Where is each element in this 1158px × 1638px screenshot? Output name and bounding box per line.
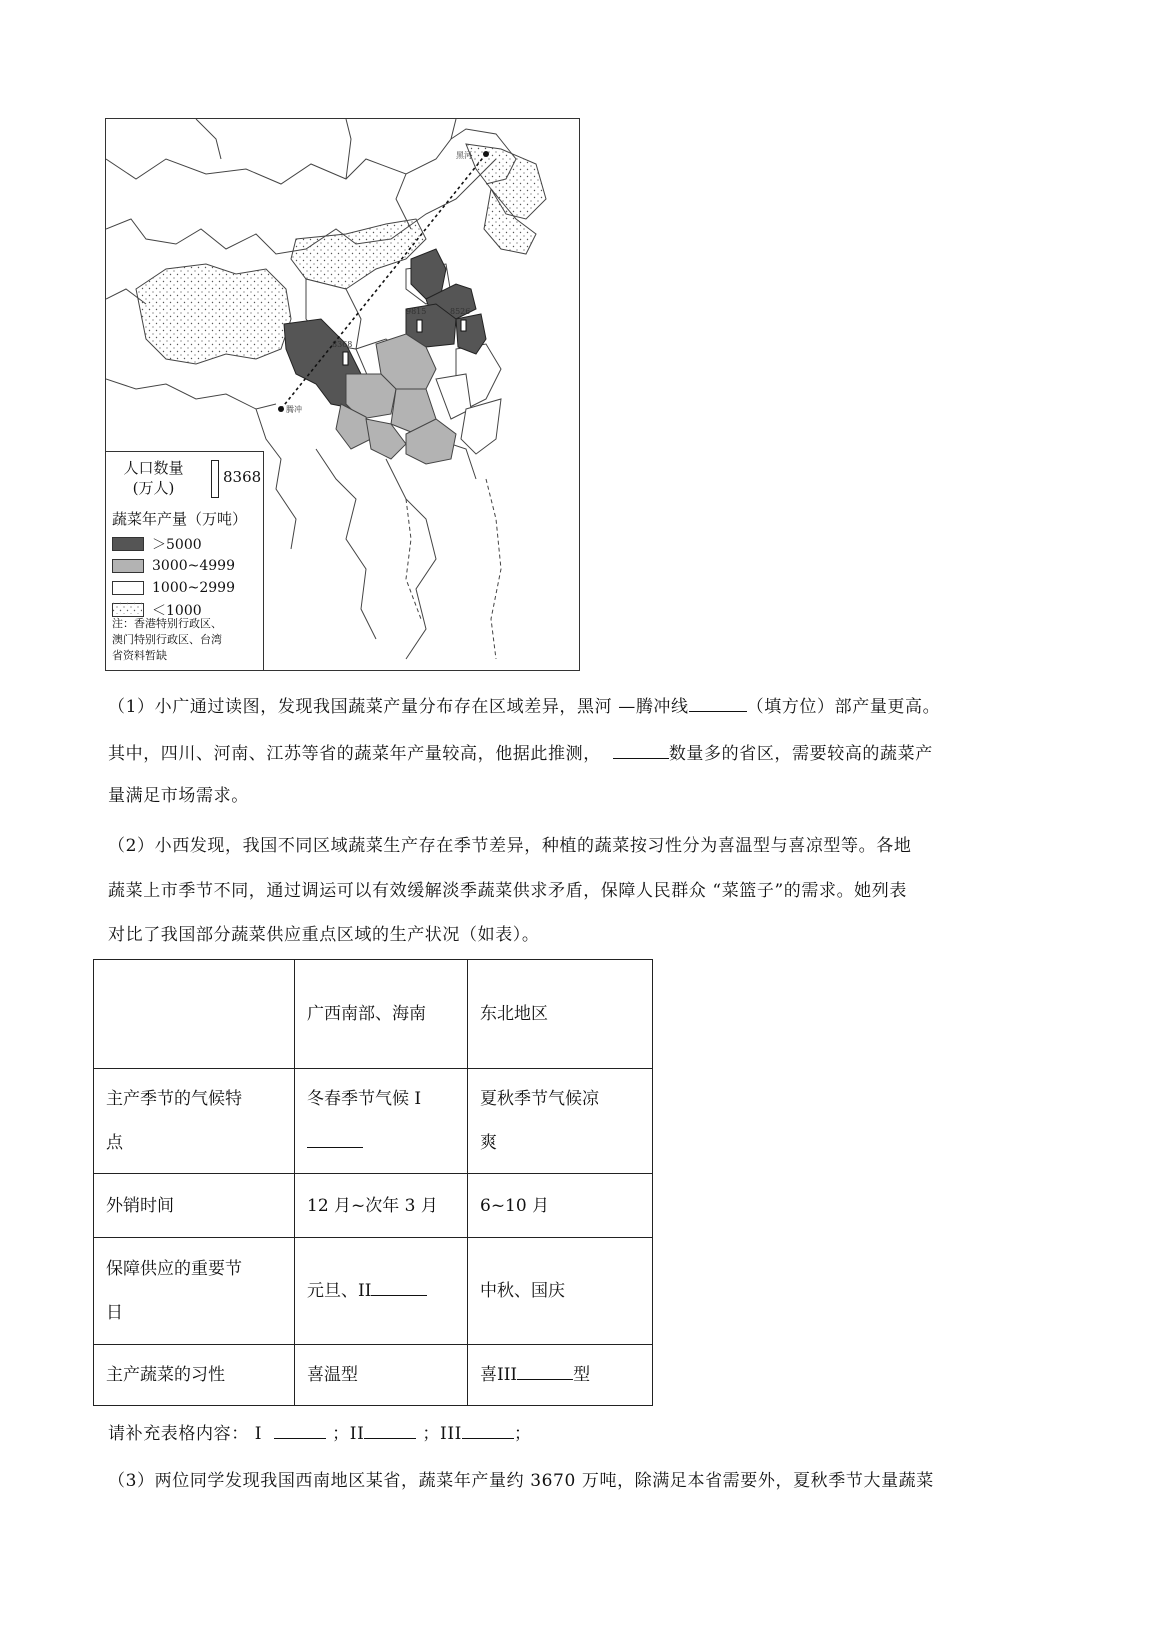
table-header-row <box>94 960 653 1069</box>
fill-blank-II[interactable] <box>364 1420 416 1439</box>
legend-swatch <box>112 559 144 573</box>
legend-population-sample: 8368 <box>223 468 262 486</box>
fill-blank-I[interactable] <box>274 1420 326 1439</box>
legend-class-high: ＞5000 <box>112 536 202 552</box>
table-row-label: 主产蔬菜的习性 <box>94 1345 295 1406</box>
table-row <box>94 1345 653 1406</box>
city-label-heihe: 黑河 <box>456 151 472 160</box>
answer-blank-population[interactable] <box>613 740 669 759</box>
table-cell: 冬春季节气候 I <box>295 1069 468 1174</box>
table-row <box>94 1238 653 1345</box>
table-header-cell: 东北地区 <box>468 960 653 1069</box>
legend-swatch-dotted <box>112 603 144 617</box>
table-row-label: 主产季节的气候特 点 <box>94 1069 295 1174</box>
q2-line3: 对比了我国部分蔬菜供应重点区域的生产状况（如表）。 <box>108 925 540 945</box>
table-header-cell <box>94 960 295 1069</box>
population-label-jiangsu: 8526 <box>450 307 471 316</box>
legend-population-bar <box>211 460 219 498</box>
q1-line3: 量满足市场需求。 <box>108 786 249 806</box>
vegetable-region-table <box>93 959 653 1406</box>
map-legend <box>106 451 264 670</box>
q1-line2: 其中，四川、河南、江苏等省的蔬菜年产量较高，他据此推测， 数量多的省区，需要较高的蔬菜产 <box>108 738 933 770</box>
q2-line1: （2）小西发现，我国不同区域蔬菜生产存在季节差异，种植的蔬菜按习性分为喜温型与喜凉型等。各地 <box>108 836 912 856</box>
legend-note: 注：香港特别行政区、 澳门特别行政区、台湾 省资料暂缺 <box>112 617 222 662</box>
table-cell: 中秋、国庆 <box>468 1238 653 1345</box>
population-label-sichuan: 8368 <box>332 340 353 349</box>
answer-blank-direction[interactable] <box>689 693 747 712</box>
q2-line2: 蔬菜上市季节不同，通过调运可以有效缓解淡季蔬菜供求矛盾，保障人民群众 “菜篮子”的需求。她列表 <box>108 881 907 901</box>
q3-line1: （3）两位同学发现我国西南地区某省，蔬菜年产量约 3670 万吨，除满足本省需要外，夏秋季节大量蔬菜 <box>108 1471 934 1491</box>
population-label-henan: 9815 <box>406 307 427 316</box>
vegetable-production-map <box>105 118 580 671</box>
table-cell: 喜III 型 <box>468 1345 653 1406</box>
answer-blank-I[interactable] <box>307 1129 363 1148</box>
table-row <box>94 1069 653 1174</box>
legend-class-low: 1000~2999 <box>112 580 235 596</box>
table-cell: 喜温型 <box>295 1345 468 1406</box>
answer-blank-III[interactable] <box>517 1361 573 1380</box>
table-cell: 12 月~次年 3 月 <box>295 1174 468 1238</box>
legend-vegetable-title: 蔬菜年产量（万吨） <box>112 510 248 528</box>
legend-population-title: 人口数量 (万人) <box>123 459 184 497</box>
table-cell: 元旦、II <box>295 1238 468 1345</box>
city-label-tengchong: 腾冲 <box>286 405 302 414</box>
legend-swatch <box>112 537 144 551</box>
legend-swatch <box>112 581 144 595</box>
q1-line1: （1）小广通过读图，发现我国蔬菜产量分布存在区域差异，黑河 —腾冲线 （填方位）部产量更高。 <box>108 691 940 723</box>
legend-class-lowest: ＜1000 <box>112 602 202 618</box>
fill-blank-III[interactable] <box>462 1420 514 1439</box>
table-row <box>94 1174 653 1238</box>
table-header-cell: 广西南部、海南 <box>295 960 468 1069</box>
fill-in-line: 请补充表格内容： I ；II ；III ； <box>108 1418 532 1450</box>
answer-blank-II[interactable] <box>371 1277 427 1296</box>
table-row-label: 保障供应的重要节 日 <box>94 1238 295 1345</box>
legend-class-mid: 3000~4999 <box>112 558 235 574</box>
table-cell: 夏秋季节气候凉 爽 <box>468 1069 653 1174</box>
table-cell: 6~10 月 <box>468 1174 653 1238</box>
table-row-label: 外销时间 <box>94 1174 295 1238</box>
